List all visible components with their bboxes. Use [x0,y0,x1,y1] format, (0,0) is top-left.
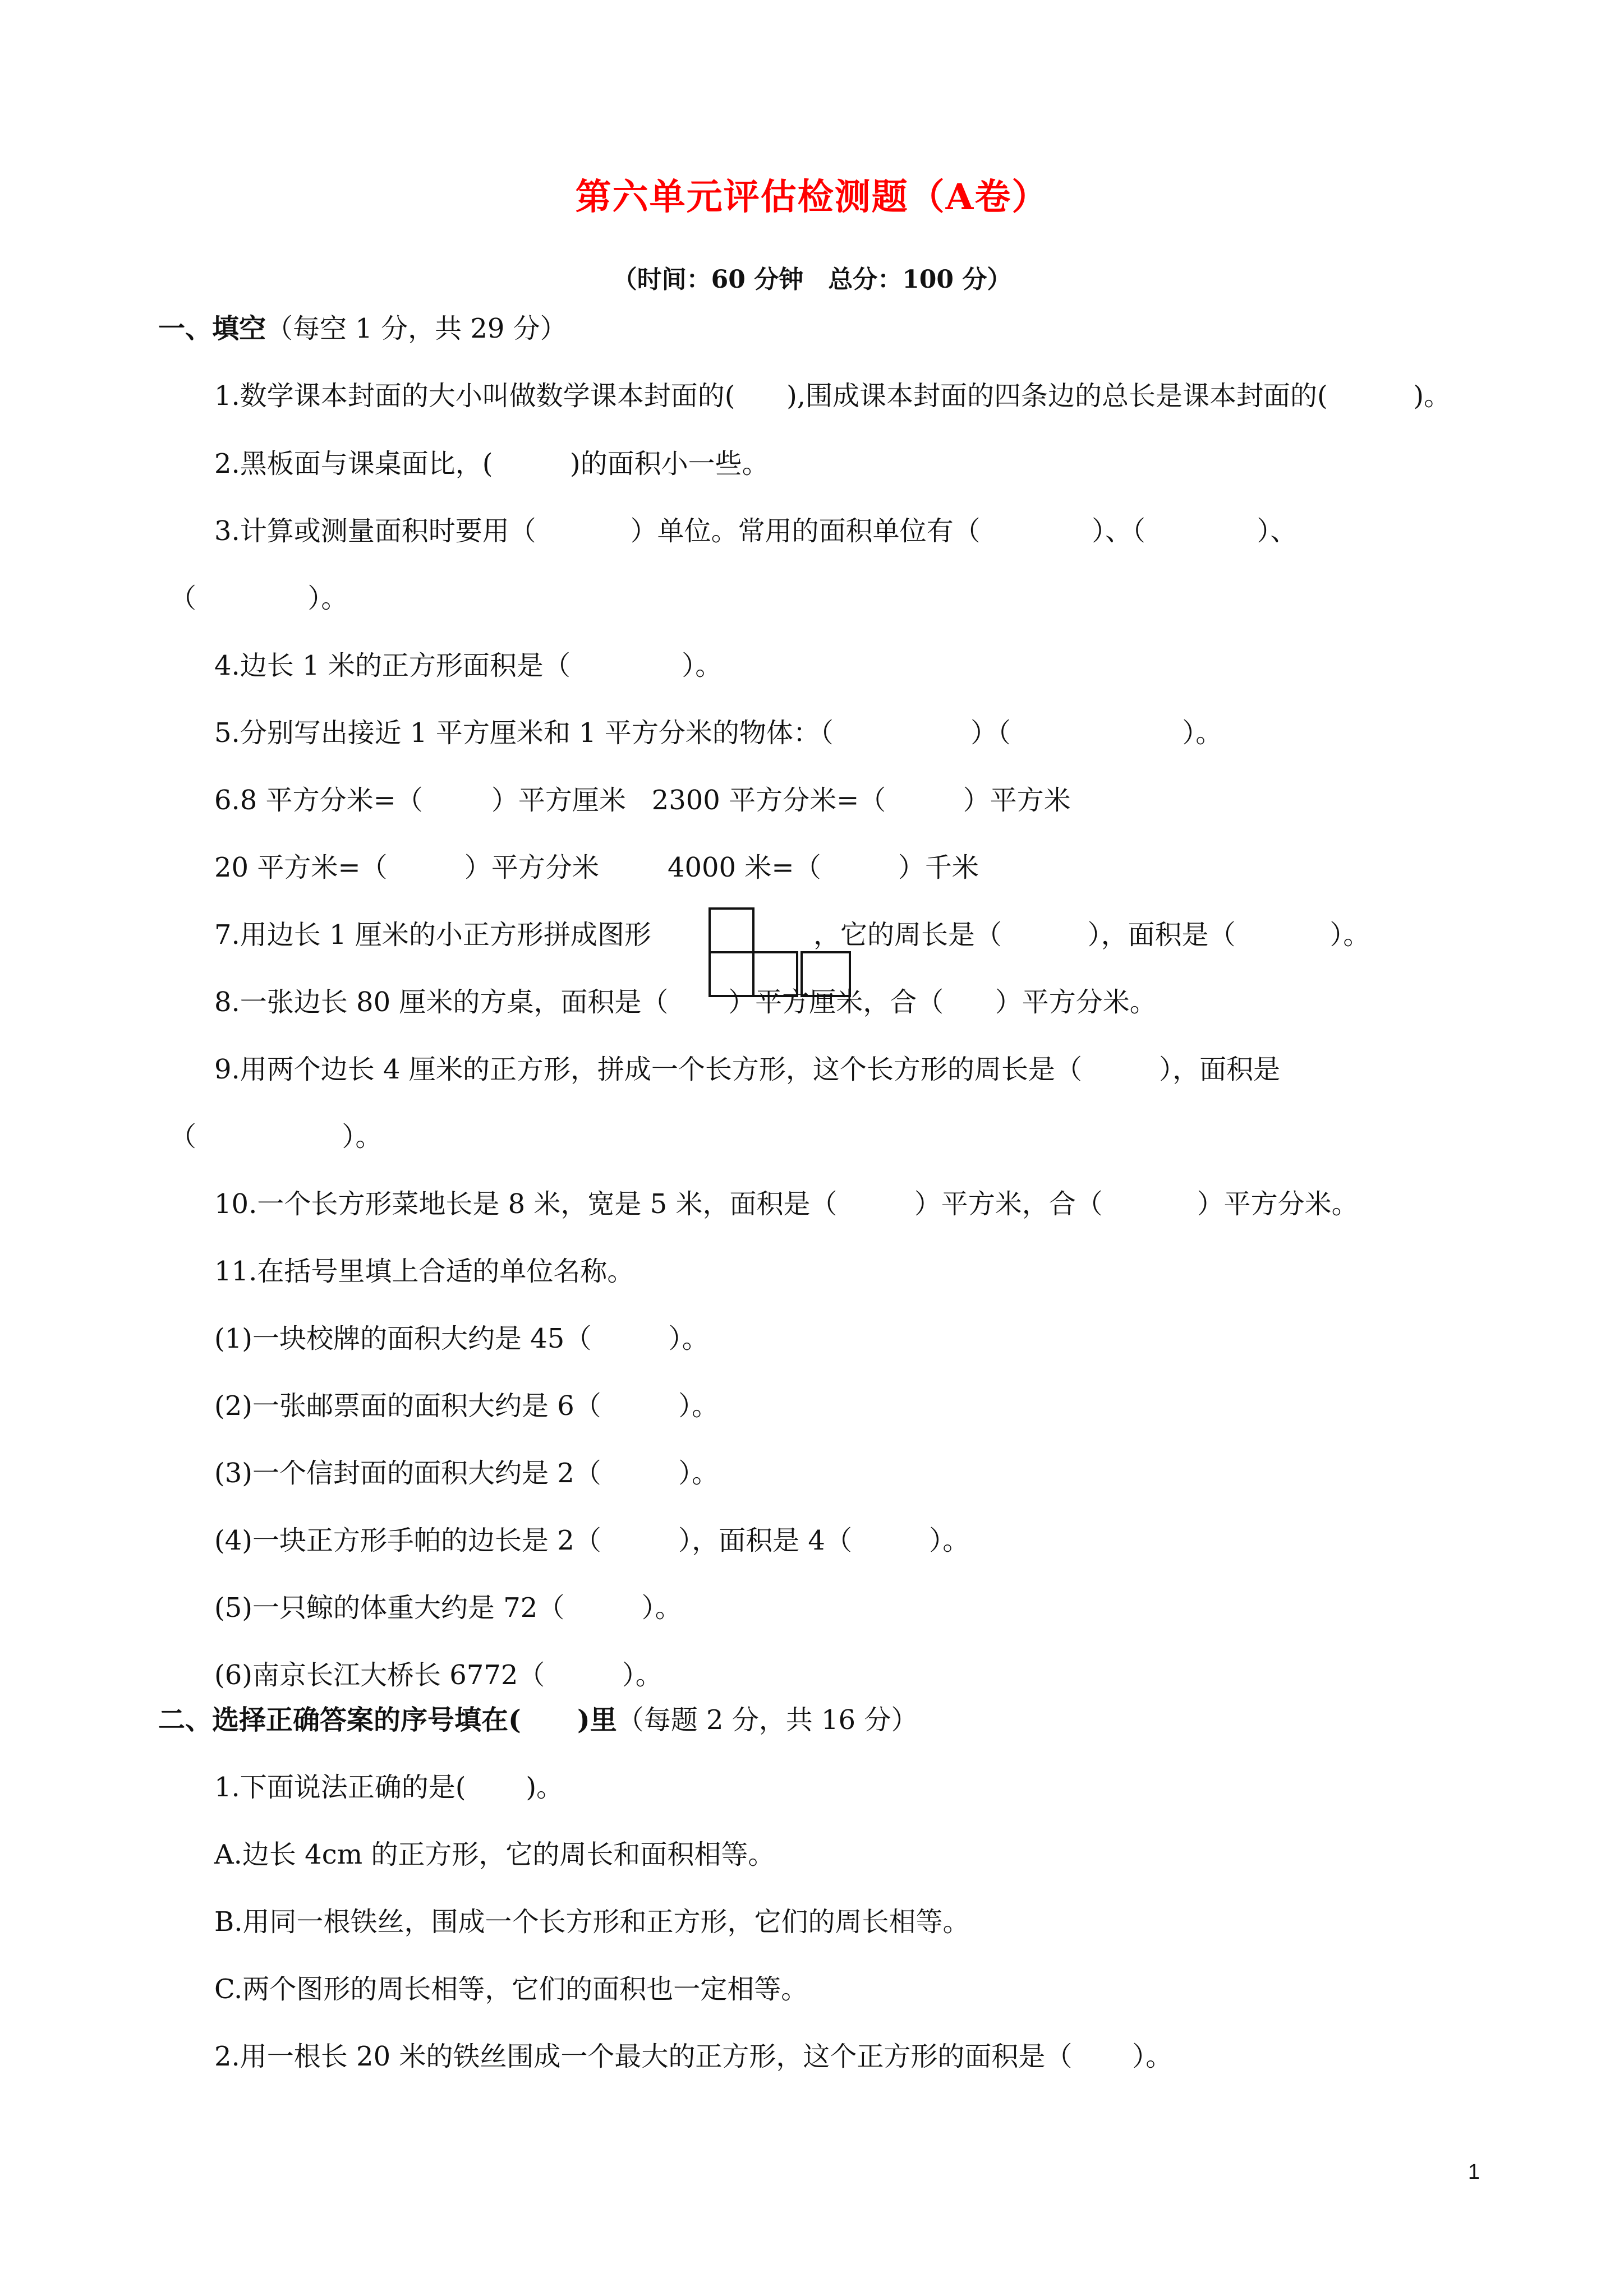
question-1-11-6: (6)南京长江大桥长 6772（ ）。 [214,1659,663,1691]
question-1-3-continued: （ ）。 [169,583,348,614]
question-1-4: 4.边长 1 米的正方形面积是（ ）。 [214,650,723,681]
question-2-2: 2.用一根长 20 米的铁丝围成一个最大的正方形，这个正方形的面积是（ ）。 [214,2041,1173,2072]
option-2-1-a: A.边长 4cm 的正方形，它的周长和面积相等。 [214,1839,775,1870]
question-1-11-5: (5)一只鲸的体重大约是 72（ ）。 [214,1592,682,1624]
question-1-7: 7.用边长 1 厘米的小正方形拼成图形 [214,919,651,951]
section1-heading [158,312,567,345]
question-1-2: 2.黑板面与课桌面比，( )的面积小一些。 [214,448,769,480]
question-1-1: 1.数学课本封面的大小叫做数学课本封面的( ),围成课本封面的四条边的总长是课本封面的( )。 [214,380,1451,412]
question-1-11-4: (4)一块正方形手帕的边长是 2（ ），面积是 4（ ）。 [214,1525,970,1556]
section1-note: （每空 1 分，共 29 分） [266,313,567,344]
option-2-1-b: B.用同一根铁丝，围成一个长方形和正方形，它们的周长相等。 [214,1906,970,1938]
question-1-6-row2: 20 平方米=（ ）平方分米 4000 米=（ ）千米 [214,852,979,883]
question-1-8: 8.一张边长 80 厘米的方桌，面积是（ ）平方厘米，合（ ）平方分米。 [214,986,1157,1018]
section2-heading-text: 二、选择正确答案的序号填在( )里 [158,1704,617,1736]
section1-heading-text: 一、填空 [158,313,266,344]
question-1-11-1: (1)一块校牌的面积大约是 45（ ）。 [214,1323,709,1354]
question-1-6-row1: 6.8 平方分米=（ ）平方厘米 2300 平方分米=（ ）平方米 [214,785,1071,816]
page-title: 第六单元评估检测题（A卷） [575,176,1049,218]
question-1-11: 11.在括号里填上合适的单位名称。 [214,1256,634,1287]
square-cell [709,907,755,953]
question-1-7-continued: ，它的周长是（ ），面积是（ ）。 [813,919,1370,951]
question-1-11-2: (2)一张邮票面的面积大约是 6（ ）。 [214,1390,719,1422]
page-subtitle: （时间：60 分钟 总分：100 分） [612,265,1012,294]
section2-heading [158,1703,918,1737]
question-1-5: 5.分别写出接近 1 平方厘米和 1 平方分米的物体：（ ）（ ）。 [214,717,1223,749]
question-2-1: 1.下面说法正确的是( )。 [214,1772,564,1803]
section2-note: （每题 2 分，共 16 分） [617,1704,918,1736]
question-1-9-continued: （ ）。 [169,1121,383,1152]
question-1-11-3: (3)一个信封面的面积大约是 2（ ）。 [214,1458,719,1489]
question-1-3: 3.计算或测量面积时要用（ ）单位。常用的面积单位有（ ）、（ ）、 [214,515,1298,547]
question-1-10: 10.一个长方形菜地长是 8 米，宽是 5 米，面积是（ ）平方米，合（ ）平方分米。 [214,1188,1359,1220]
option-2-1-c: C.两个图形的周长相等，它们的面积也一定相等。 [214,1974,808,2005]
page-number: 1 [1467,2160,1480,2184]
question-1-9: 9.用两个边长 4 厘米的正方形，拼成一个长方形，这个长方形的周长是（ ），面积是 [214,1054,1281,1085]
